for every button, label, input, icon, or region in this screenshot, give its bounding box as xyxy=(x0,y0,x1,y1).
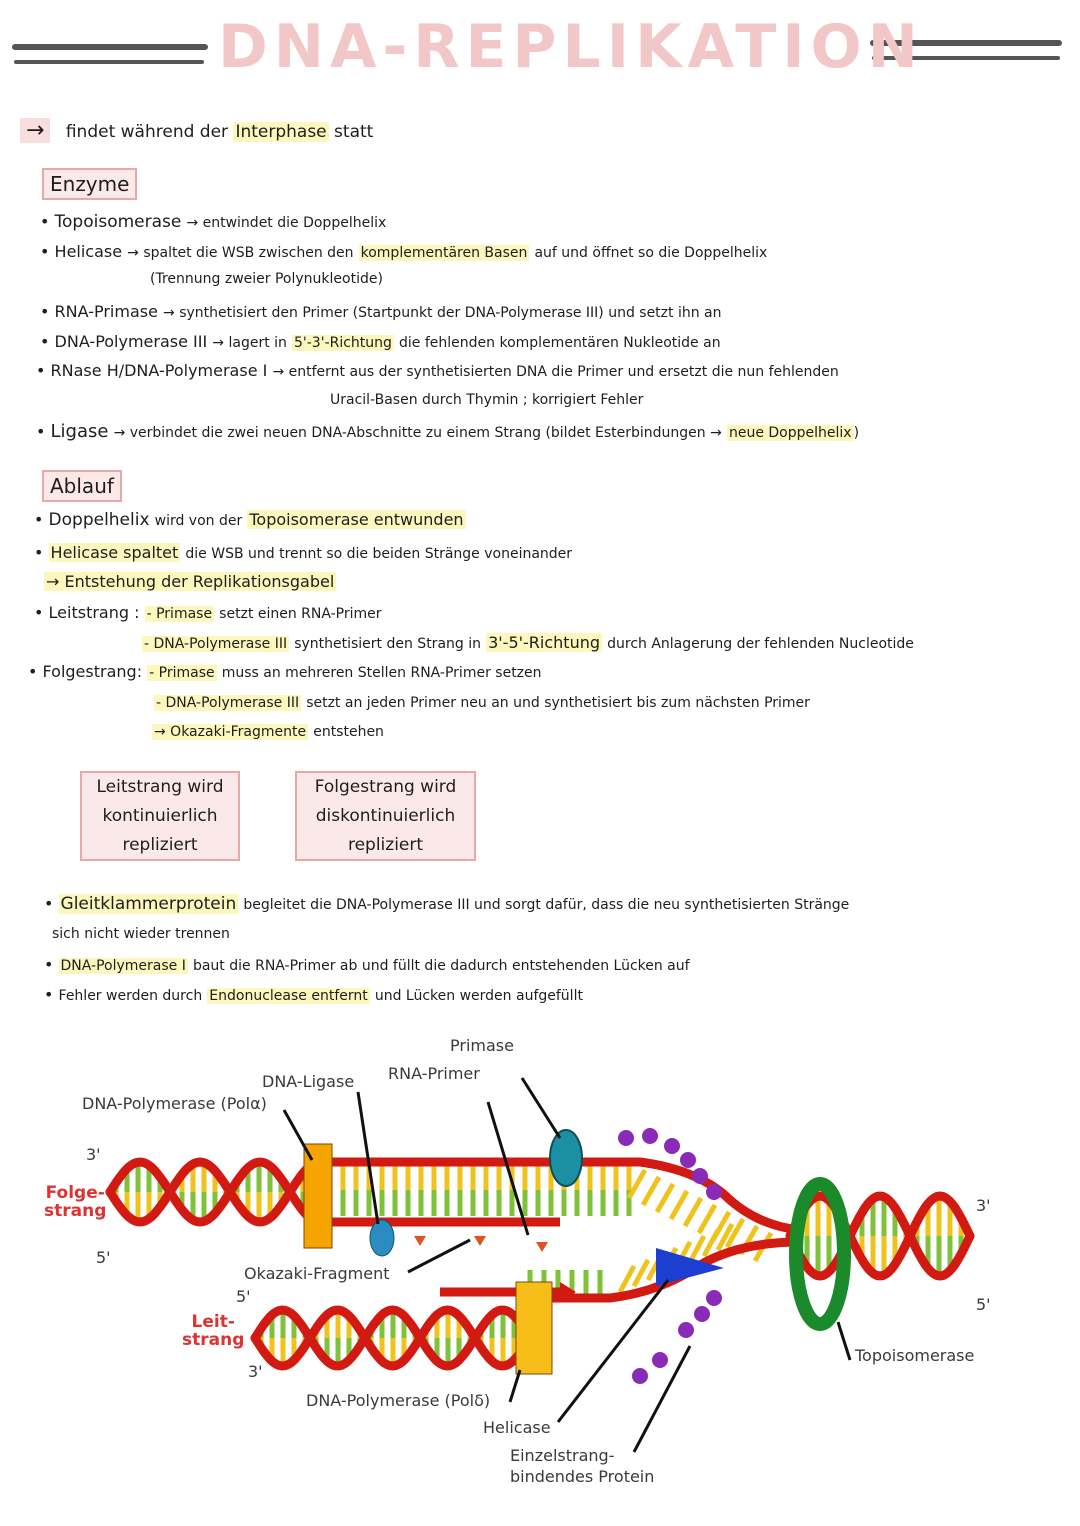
label-rna-primer: RNA-Primer xyxy=(388,1064,480,1083)
summary-folgestrang: Folgestrang wird diskontinuierlich repliziert xyxy=(295,771,476,861)
rna-primer-mark xyxy=(474,1236,486,1246)
enzymes-heading: Enzyme xyxy=(42,168,137,200)
fork-base xyxy=(699,1205,715,1233)
ablauf-line-2: • Helicase spaltet die WSB und trennt so die beiden Stränge voneinander xyxy=(34,543,573,562)
ablauf-heading: Ablauf xyxy=(42,470,122,502)
enzyme-helicase-2: (Trennung zweier Polynukleotide) xyxy=(150,271,383,287)
label-pol-delta: DNA-Polymerase (Polδ) xyxy=(306,1391,491,1410)
header-bar-left-2 xyxy=(14,60,204,64)
note-1b: sich nicht wieder trennen xyxy=(52,926,230,942)
enzyme-polymerase-3: • DNA-Polymerase III → lagert in 5'-3'-Richtung die fehlenden komplementären Nukleotide an xyxy=(40,332,721,351)
note-1: • Gleitklammerprotein begleitet die DNA-Polymerase III und sorgt dafür, dass die neu synthetisierten Stränge xyxy=(44,894,850,914)
rna-primer-mark xyxy=(414,1236,426,1246)
note-3: • Fehler werden durch Endonuclease entfernt und Lücken werden aufgefüllt xyxy=(44,985,583,1004)
label-end-5-leit: 5' xyxy=(236,1287,251,1306)
pol-delta-pointer xyxy=(510,1370,520,1402)
ssb-protein-top xyxy=(692,1168,708,1184)
polymerase-delta xyxy=(516,1282,552,1374)
ssb-protein-top xyxy=(642,1128,658,1144)
label-folgestrang: Folge- strang xyxy=(44,1183,107,1221)
intro-line: → findet während der Interphase statt xyxy=(20,118,373,143)
note-2: • DNA-Polymerase I baut die RNA-Primer ab und füllt die dadurch entstehenden Lücken auf xyxy=(44,955,690,974)
fork-base xyxy=(620,1266,634,1292)
enzyme-topoisomerase: • Topoisomerase → entwindet die Doppelhelix xyxy=(40,212,387,232)
header-bar-left xyxy=(12,44,208,50)
enzyme-rnase-2: Uracil-Basen durch Thymin ; korrigiert Fehler xyxy=(330,392,644,408)
fork-base xyxy=(704,1230,718,1256)
label-primase: Primase xyxy=(450,1036,514,1055)
page-title: DNA-REPLIKATION xyxy=(218,12,924,82)
enzyme-rnase: • RNase H/DNA-Polymerase I → entfernt aus der synthetisierten DNA die Primer und ersetzt die nun fehlenden xyxy=(36,361,839,380)
ablauf-line-5: - DNA-Polymerase III synthetisiert den Strang in 3'-5'-Richtung durch Anlagerung der fehlenden Nucleotide xyxy=(144,633,914,652)
ssb-protein-top xyxy=(618,1130,634,1146)
topoisomerase-pointer xyxy=(838,1322,850,1360)
ablauf-line-6: • Folgestrang: - Primase muss an mehreren Stellen RNA-Primer setzen xyxy=(28,662,542,681)
label-ssb-2: bindendes Protein xyxy=(510,1467,655,1486)
ssb-protein-bottom xyxy=(678,1322,694,1338)
label-leitstrang: Leit- strang xyxy=(182,1312,245,1350)
enzyme-helicase: • Helicase → spaltet die WSB zwischen den komplementären Basen auf und öffnet so die Doppelhelix xyxy=(40,242,768,261)
enzyme-ligase: • Ligase → verbindet die zwei neuen DNA-Abschnitte zu einem Strang (bildet Esterbindungen → neue Doppelhelix ) xyxy=(36,421,860,442)
label-helicase: Helicase xyxy=(483,1418,551,1437)
arrow-icon: → xyxy=(20,118,50,143)
rna-primer-mark xyxy=(536,1242,548,1252)
label-end-3-leit: 3' xyxy=(248,1362,263,1381)
fork-base xyxy=(690,1236,704,1262)
ssb-protein-top xyxy=(664,1138,680,1154)
label-pol-alpha: DNA-Polymerase (Polα) xyxy=(82,1094,267,1113)
ablauf-line-4: • Leitstrang : - Primase setzt einen RNA-Primer xyxy=(34,603,382,622)
ssb-protein-bottom xyxy=(652,1352,668,1368)
label-ssb-1: Einzelstrang- xyxy=(510,1446,615,1465)
ablauf-line-3: → Entstehung der Replikationsgabel xyxy=(46,572,335,591)
label-okazaki: Okazaki-Fragment xyxy=(244,1264,390,1283)
label-dna-ligase: DNA-Ligase xyxy=(262,1072,355,1091)
ssb-protein-bottom xyxy=(632,1368,648,1384)
fork-base xyxy=(685,1198,701,1226)
summary-leitstrang: Leitstrang wird kontinuierlich repliziert xyxy=(80,771,240,861)
fork-base xyxy=(657,1184,673,1212)
label-end-3-right: 3' xyxy=(976,1196,991,1215)
okazaki-pointer xyxy=(408,1240,470,1272)
ssb-protein-bottom xyxy=(694,1306,710,1322)
ablauf-line-8: → Okazaki-Fragmente entstehen xyxy=(154,724,384,740)
polymerase-alpha xyxy=(304,1144,332,1248)
rna-primer-pointer xyxy=(488,1102,528,1235)
ssb-protein-bottom xyxy=(706,1290,722,1306)
label-end-5-right: 5' xyxy=(976,1295,991,1314)
primase xyxy=(550,1130,582,1186)
fork-base xyxy=(634,1260,648,1286)
ablauf-line-7: - DNA-Polymerase III setzt an jeden Primer neu an und synthetisiert bis zum nächsten Primer xyxy=(156,695,810,711)
enzyme-primase: • RNA-Primase → synthetisiert den Primer (Startpunkt der DNA-Polymerase III) und setzt ihn an xyxy=(40,302,722,321)
ablauf-line-1: • Doppelhelix wird von der Topoisomerase entwunden xyxy=(34,510,464,530)
ssb-protein-top xyxy=(706,1184,722,1200)
label-topoisomerase: Topoisomerase xyxy=(855,1346,975,1365)
label-end-5-top: 5' xyxy=(96,1248,111,1267)
label-end-3-top: 3' xyxy=(86,1145,101,1164)
pol-alpha-pointer xyxy=(284,1110,312,1160)
fork-base xyxy=(671,1191,687,1219)
primase-pointer xyxy=(522,1078,560,1138)
fork-base xyxy=(643,1177,659,1205)
ssb-protein-top xyxy=(680,1152,696,1168)
dna-ligase xyxy=(370,1220,394,1256)
